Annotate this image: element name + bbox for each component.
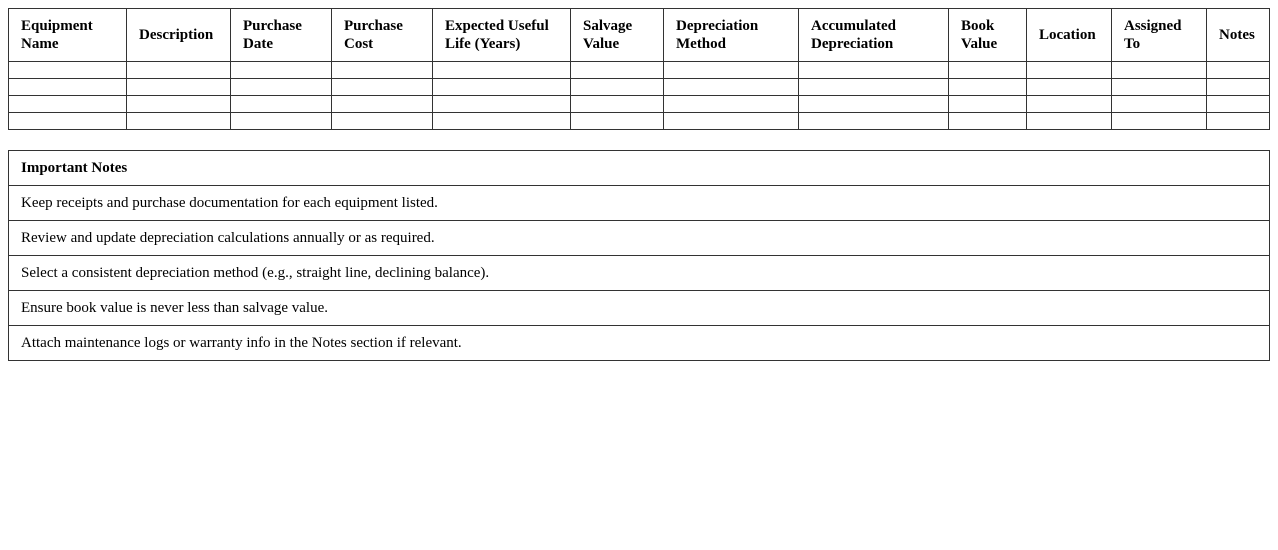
table-cell[interactable]	[1112, 96, 1207, 113]
col-book-value: Book Value	[949, 9, 1027, 62]
note-row	[9, 326, 1270, 361]
table-cell[interactable]	[664, 79, 799, 96]
note-text: Keep receipts and purchase documentation for each equipment listed.	[9, 186, 1270, 221]
table-cell[interactable]	[571, 113, 664, 130]
table-cell[interactable]	[1207, 79, 1270, 96]
table-cell[interactable]	[1027, 79, 1112, 96]
table-cell[interactable]	[664, 113, 799, 130]
table-cell[interactable]	[1112, 113, 1207, 130]
table-cell[interactable]	[433, 62, 571, 79]
important-notes-table	[8, 150, 1270, 361]
table-cell[interactable]	[799, 113, 949, 130]
col-purchase-date: Purchase Date	[231, 9, 332, 62]
header-row	[9, 9, 1270, 62]
table-cell[interactable]	[1112, 62, 1207, 79]
table-cell[interactable]	[1027, 96, 1112, 113]
table-cell[interactable]	[332, 79, 433, 96]
table-cell[interactable]	[949, 96, 1027, 113]
col-equipment-name: Equipment Name	[9, 9, 127, 62]
table-cell[interactable]	[9, 62, 127, 79]
col-accumulated-depreciation: Accumulated Depreciation	[799, 9, 949, 62]
note-row	[9, 186, 1270, 221]
note-row	[9, 291, 1270, 326]
col-salvage-value: Salvage Value	[571, 9, 664, 62]
table-row	[9, 96, 1270, 113]
table-cell[interactable]	[332, 113, 433, 130]
note-text: Select a consistent depreciation method (e.g., straight line, declining balance).	[9, 256, 1270, 291]
table-cell[interactable]	[1027, 113, 1112, 130]
table-cell[interactable]	[949, 113, 1027, 130]
table-cell[interactable]	[433, 96, 571, 113]
table-cell[interactable]	[127, 79, 231, 96]
table-cell[interactable]	[127, 62, 231, 79]
table-cell[interactable]	[664, 62, 799, 79]
table-cell[interactable]	[433, 113, 571, 130]
table-cell[interactable]	[9, 96, 127, 113]
table-cell[interactable]	[1027, 62, 1112, 79]
table-cell[interactable]	[231, 79, 332, 96]
table-cell[interactable]	[9, 79, 127, 96]
table-cell[interactable]	[9, 113, 127, 130]
table-cell[interactable]	[1207, 96, 1270, 113]
col-location: Location	[1027, 9, 1112, 62]
note-text: Attach maintenance logs or warranty info in the Notes section if relevant.	[9, 326, 1270, 361]
table-cell[interactable]	[231, 96, 332, 113]
equipment-table	[8, 8, 1270, 130]
table-row	[9, 62, 1270, 79]
note-text: Review and update depreciation calculations annually or as required.	[9, 221, 1270, 256]
table-cell[interactable]	[231, 62, 332, 79]
table-cell[interactable]	[1207, 62, 1270, 79]
note-row	[9, 256, 1270, 291]
table-cell[interactable]	[1207, 113, 1270, 130]
table-row	[9, 79, 1270, 96]
col-depreciation-method: Depreciation Method	[664, 9, 799, 62]
col-purchase-cost: Purchase Cost	[332, 9, 433, 62]
table-cell[interactable]	[799, 62, 949, 79]
table-cell[interactable]	[127, 96, 231, 113]
table-cell[interactable]	[231, 113, 332, 130]
table-cell[interactable]	[332, 62, 433, 79]
table-cell[interactable]	[433, 79, 571, 96]
table-cell[interactable]	[949, 79, 1027, 96]
notes-header-row	[9, 151, 1270, 186]
col-expected-useful-life: Expected Useful Life (Years)	[433, 9, 571, 62]
col-assigned-to: Assigned To	[1112, 9, 1207, 62]
col-description: Description	[127, 9, 231, 62]
table-cell[interactable]	[571, 79, 664, 96]
notes-title: Important Notes	[9, 151, 1270, 186]
note-text: Ensure book value is never less than salvage value.	[9, 291, 1270, 326]
table-cell[interactable]	[127, 113, 231, 130]
table-cell[interactable]	[332, 96, 433, 113]
table-row	[9, 113, 1270, 130]
table-cell[interactable]	[949, 62, 1027, 79]
table-cell[interactable]	[1112, 79, 1207, 96]
table-cell[interactable]	[799, 79, 949, 96]
table-cell[interactable]	[799, 96, 949, 113]
table-cell[interactable]	[664, 96, 799, 113]
note-row	[9, 221, 1270, 256]
table-cell[interactable]	[571, 62, 664, 79]
table-cell[interactable]	[571, 96, 664, 113]
col-notes: Notes	[1207, 9, 1270, 62]
